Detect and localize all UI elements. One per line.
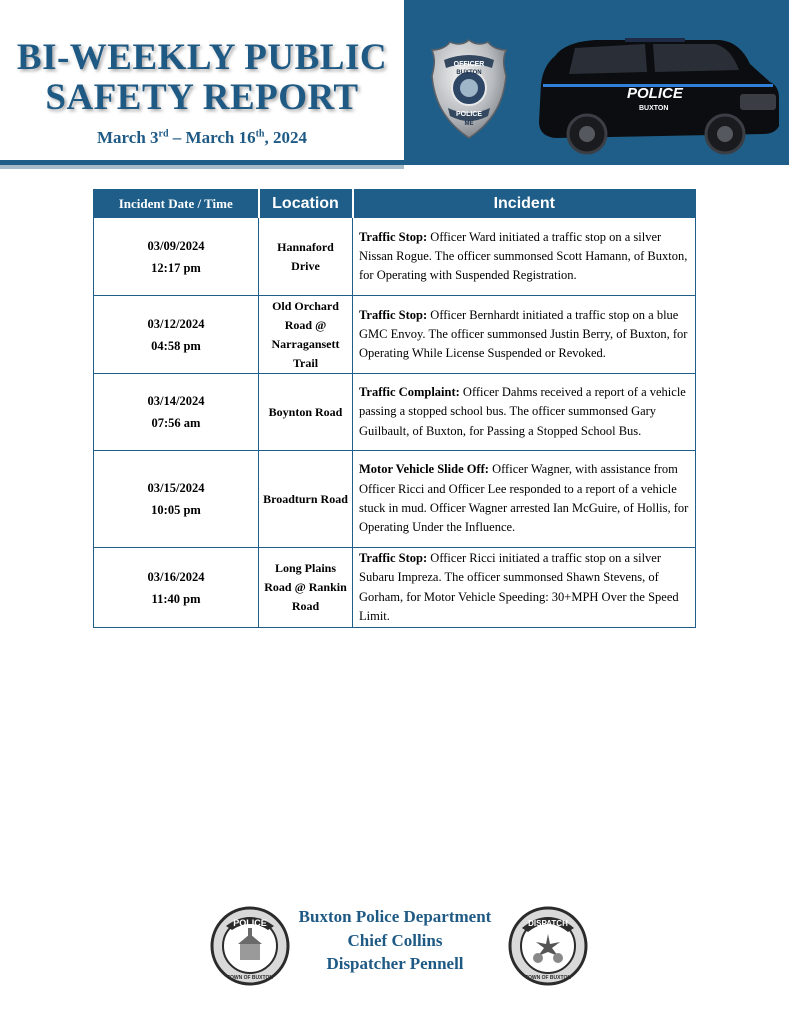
date-cell — [94, 374, 259, 451]
badge-top-text: OFFICER — [453, 61, 485, 68]
date-start: March 3 — [97, 128, 159, 147]
incident-text: Officer Ricci initiated a traffic stop on a silver Subaru Impreza. The officer summonsed Shawn Stevens, of Gorham, for Motor Vehicle Speeding: 30+MPH Over the Speed Limit. — [359, 551, 679, 623]
location-cell: Hannaford Drive — [259, 218, 353, 296]
dispatch-seal-icon — [508, 906, 588, 986]
incident-type: Traffic Complaint: — [359, 385, 460, 400]
footer-department: Buxton Police Department — [298, 907, 492, 926]
table-row — [94, 451, 696, 548]
report-footer — [0, 900, 789, 1000]
incident-type: Traffic Stop: — [359, 307, 428, 322]
date-year: , 2024 — [264, 128, 307, 147]
police-seal-icon — [210, 906, 290, 986]
location-cell: Old Orchard Road @ Narragansett Trail — [259, 296, 353, 374]
incident-type: Traffic Stop: — [359, 229, 428, 244]
police-seal-ring-text: TOWN OF BUXTON — [227, 975, 273, 981]
incident-date: 03/14/2024 — [147, 394, 205, 408]
incident-type: Motor Vehicle Slide Off: — [359, 462, 489, 477]
location-cell: Long Plains Road @ Rankin Road — [259, 548, 353, 628]
dispatch-seal-ring-text: TOWN OF BUXTON — [525, 975, 571, 981]
date-start-suffix: rd — [158, 128, 169, 140]
incident-text: Officer Dahms received a report of a vehicle passing a stopped school bus. The officer summonsed Gary Guilbault, of Buxton, for Passing a Stopped School Bus. — [359, 385, 686, 438]
header-incident: Incident — [353, 190, 696, 218]
incident-cell — [353, 296, 696, 374]
incident-text: Officer Wagner, with assistance from Officer Ricci and Officer Lee responded to a report of a vehicle stuck in mud. Officer Wagner arrested Ian McGuire, of Hollis, for Operating Under the Influence. — [359, 462, 689, 535]
footer-dispatcher: Dispatcher Pennell — [326, 954, 464, 973]
title-line-1: BI-WEEKLY PUBLIC — [16, 37, 388, 78]
header-location: Location — [259, 190, 353, 218]
incident-cell — [353, 218, 696, 296]
report-header — [0, 0, 789, 170]
location-cell: Broadturn Road — [259, 451, 353, 548]
incident-cell — [353, 374, 696, 451]
incident-cell — [353, 451, 696, 548]
footer-chief: Chief Collins — [347, 930, 443, 950]
incident-date: 03/12/2024 — [147, 316, 205, 331]
badge-low-text: POLICE — [455, 111, 483, 118]
date-cell — [94, 218, 259, 296]
incident-table — [93, 189, 696, 628]
title-block — [0, 0, 404, 160]
police-seal-top-text: POLICE — [233, 918, 267, 928]
incident-date: 03/15/2024 — [147, 481, 205, 495]
incident-text: Officer Bernhardt initiated a traffic stop on a blue GMC Envoy. The officer summonsed Justin Berry, of Buxton, for Operating While License Suspended or Revoked. — [359, 307, 688, 361]
header-divider-shadow — [0, 165, 404, 169]
date-cell — [94, 451, 259, 548]
incident-time: 10:05 pm — [151, 503, 201, 517]
incident-type: Traffic Stop: — [359, 551, 428, 565]
report-title — [0, 38, 404, 118]
table-header-row — [94, 190, 696, 218]
incident-text: Officer Ward initiated a traffic stop on a silver Nissan Rogue. The officer summonsed Scott Hamann, of Buxton, for Operating with Suspended Registration. — [359, 229, 688, 283]
table-row — [94, 548, 696, 628]
incident-cell — [353, 548, 696, 628]
dispatch-seal-top-text: DISPATCH — [528, 919, 568, 928]
table-row — [94, 218, 696, 296]
location-cell: Boynton Road — [259, 374, 353, 451]
incident-date: 03/16/2024 — [147, 569, 205, 584]
date-cell — [94, 296, 259, 374]
table-row — [94, 374, 696, 451]
table-row — [94, 296, 696, 374]
date-end: – March 16 — [168, 128, 256, 147]
cruiser-police-text: POLICE — [627, 85, 683, 102]
header-date-time: Incident Date / Time — [94, 190, 259, 218]
police-cruiser-icon — [535, 34, 780, 159]
badge-state-text: ME — [464, 121, 474, 127]
report-date-range — [0, 128, 404, 148]
incident-date: 03/09/2024 — [147, 238, 205, 253]
badge-mid-text: BUXTON — [456, 70, 482, 76]
incident-time: 12:17 pm — [151, 260, 201, 275]
date-end-suffix: th — [255, 128, 265, 140]
incident-time: 11:40 pm — [151, 591, 201, 606]
title-line-2: SAFETY REPORT — [45, 77, 359, 118]
cruiser-town-text: BUXTON — [639, 105, 669, 112]
footer-signature-block — [290, 905, 500, 976]
date-cell — [94, 548, 259, 628]
incident-time: 04:58 pm — [151, 338, 201, 353]
police-badge-icon — [430, 38, 508, 140]
incident-time: 07:56 am — [151, 416, 201, 430]
